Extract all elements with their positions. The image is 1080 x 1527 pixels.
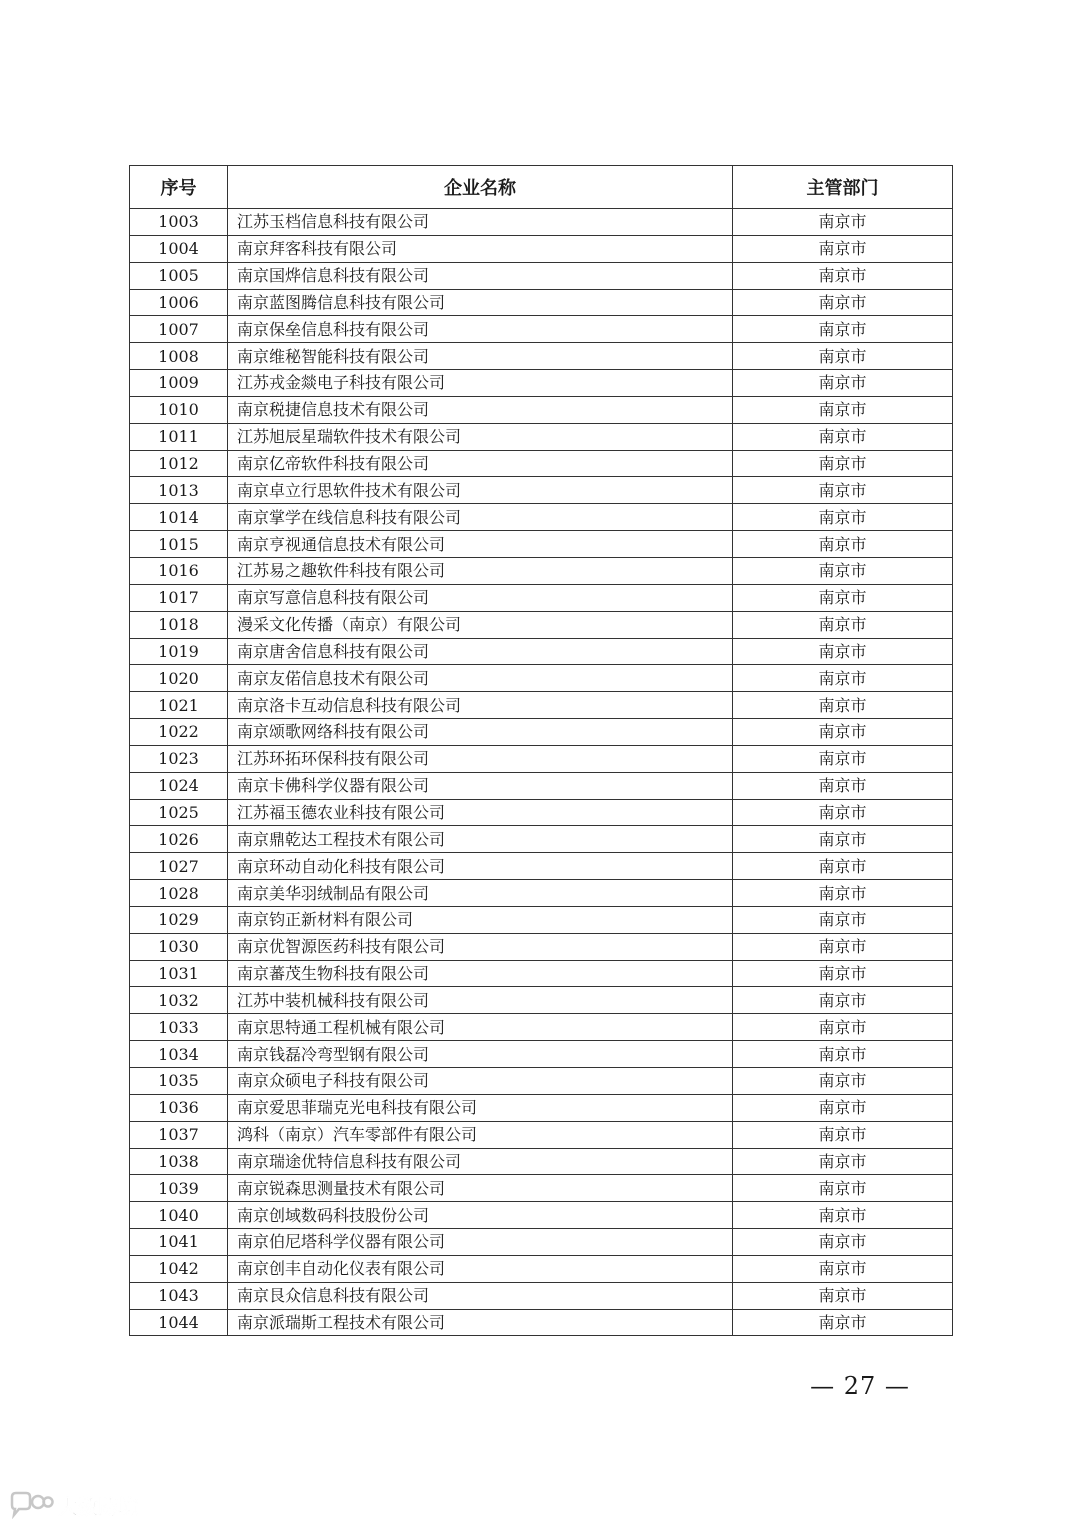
cell-number: 1036 <box>130 1094 228 1121</box>
table-row <box>130 880 953 907</box>
cell-number: 1006 <box>130 289 228 316</box>
cell-department: 南京市 <box>733 557 953 584</box>
cell-department: 南京市 <box>733 1014 953 1041</box>
cell-number: 1035 <box>130 1068 228 1095</box>
cell-department: 南京市 <box>733 692 953 719</box>
cell-number: 1003 <box>130 209 228 236</box>
cell-number: 1018 <box>130 611 228 638</box>
cell-department: 南京市 <box>733 450 953 477</box>
table-row <box>130 960 953 987</box>
cell-number: 1032 <box>130 987 228 1014</box>
cell-department: 南京市 <box>733 235 953 262</box>
cell-number: 1023 <box>130 745 228 772</box>
cell-department: 南京市 <box>733 1309 953 1336</box>
table-row <box>130 531 953 558</box>
cell-number: 1017 <box>130 584 228 611</box>
table-row <box>130 557 953 584</box>
cell-number: 1015 <box>130 531 228 558</box>
cell-company-name: 南京亿帝软件科技有限公司 <box>228 450 733 477</box>
cell-department: 南京市 <box>733 531 953 558</box>
table-row <box>130 235 953 262</box>
table-row <box>130 826 953 853</box>
cell-department: 南京市 <box>733 933 953 960</box>
cell-department: 南京市 <box>733 316 953 343</box>
cell-number: 1004 <box>130 235 228 262</box>
table-row <box>130 1014 953 1041</box>
cell-number: 1027 <box>130 853 228 880</box>
cell-company-name: 南京环动自动化科技有限公司 <box>228 853 733 880</box>
cell-company-name: 南京优智源医药科技有限公司 <box>228 933 733 960</box>
table-row <box>130 906 953 933</box>
cell-department: 南京市 <box>733 1229 953 1256</box>
cell-number: 1014 <box>130 504 228 531</box>
cell-number: 1038 <box>130 1148 228 1175</box>
cell-company-name: 南京钧正新材料有限公司 <box>228 906 733 933</box>
cell-company-name: 南京艮众信息科技有限公司 <box>228 1282 733 1309</box>
cell-company-name: 南京创域数码科技股份公司 <box>228 1202 733 1229</box>
cell-department: 南京市 <box>733 880 953 907</box>
cell-company-name: 南京蓝图腾信息科技有限公司 <box>228 289 733 316</box>
cell-department: 南京市 <box>733 853 953 880</box>
cell-company-name: 江苏戎金燚电子科技有限公司 <box>228 370 733 397</box>
table-row <box>130 423 953 450</box>
cell-company-name: 江苏易之趣软件科技有限公司 <box>228 557 733 584</box>
cell-number: 1042 <box>130 1255 228 1282</box>
cell-department: 南京市 <box>733 343 953 370</box>
cell-department: 南京市 <box>733 719 953 746</box>
cell-company-name: 南京拜客科技有限公司 <box>228 235 733 262</box>
table-row <box>130 584 953 611</box>
table-row <box>130 692 953 719</box>
watermark-text: 大数跨境 <box>58 1494 138 1519</box>
cell-number: 1033 <box>130 1014 228 1041</box>
cell-company-name: 漫采文化传播（南京）有限公司 <box>228 611 733 638</box>
cell-company-name: 南京派瑞斯工程技术有限公司 <box>228 1309 733 1336</box>
table-row <box>130 450 953 477</box>
cell-department: 南京市 <box>733 396 953 423</box>
table-row <box>130 262 953 289</box>
cell-number: 1008 <box>130 343 228 370</box>
cell-number: 1031 <box>130 960 228 987</box>
cell-number: 1025 <box>130 799 228 826</box>
table-row <box>130 289 953 316</box>
cell-number: 1034 <box>130 1041 228 1068</box>
table-row <box>130 316 953 343</box>
cell-number: 1019 <box>130 638 228 665</box>
cell-company-name: 南京众硕电子科技有限公司 <box>228 1068 733 1095</box>
cell-department: 南京市 <box>733 638 953 665</box>
cell-company-name: 江苏玉档信息科技有限公司 <box>228 209 733 236</box>
cell-number: 1011 <box>130 423 228 450</box>
table-row <box>130 772 953 799</box>
cell-department: 南京市 <box>733 1202 953 1229</box>
cell-number: 1039 <box>130 1175 228 1202</box>
cell-company-name: 南京亨视通信息技术有限公司 <box>228 531 733 558</box>
cell-department: 南京市 <box>733 1148 953 1175</box>
header-department: 主管部门 <box>733 166 953 209</box>
table-row <box>130 1175 953 1202</box>
cell-company-name: 南京锐森思测量技术有限公司 <box>228 1175 733 1202</box>
cell-number: 1028 <box>130 880 228 907</box>
cell-number: 1020 <box>130 665 228 692</box>
cell-department: 南京市 <box>733 906 953 933</box>
cell-number: 1013 <box>130 477 228 504</box>
cell-department: 南京市 <box>733 477 953 504</box>
cell-department: 南京市 <box>733 584 953 611</box>
table-row <box>130 504 953 531</box>
cell-department: 南京市 <box>733 370 953 397</box>
cell-department: 南京市 <box>733 772 953 799</box>
cell-company-name: 南京友偌信息技术有限公司 <box>228 665 733 692</box>
table-header <box>130 166 953 209</box>
cell-number: 1016 <box>130 557 228 584</box>
cell-number: 1043 <box>130 1282 228 1309</box>
cell-number: 1041 <box>130 1229 228 1256</box>
table-row <box>130 933 953 960</box>
cell-department: 南京市 <box>733 423 953 450</box>
cell-company-name: 南京写意信息科技有限公司 <box>228 584 733 611</box>
cell-department: 南京市 <box>733 826 953 853</box>
cell-company-name: 鸿科（南京）汽车零部件有限公司 <box>228 1121 733 1148</box>
cell-number: 1030 <box>130 933 228 960</box>
cell-company-name: 江苏福玉德农业科技有限公司 <box>228 799 733 826</box>
cell-company-name: 南京钱磊冷弯型钢有限公司 <box>228 1041 733 1068</box>
cell-company-name: 南京掌学在线信息科技有限公司 <box>228 504 733 531</box>
table-row <box>130 1068 953 1095</box>
table-header-row <box>130 166 953 209</box>
watermark <box>8 1490 138 1520</box>
cell-number: 1012 <box>130 450 228 477</box>
cell-company-name: 南京爱思菲瑞克光电科技有限公司 <box>228 1094 733 1121</box>
table-row <box>130 370 953 397</box>
cell-company-name: 南京卓立行思软件技术有限公司 <box>228 477 733 504</box>
table-row <box>130 209 953 236</box>
table-row <box>130 1121 953 1148</box>
cell-number: 1037 <box>130 1121 228 1148</box>
cell-department: 南京市 <box>733 262 953 289</box>
cell-company-name: 江苏中装机械科技有限公司 <box>228 987 733 1014</box>
cell-number: 1040 <box>130 1202 228 1229</box>
table-row <box>130 477 953 504</box>
cell-number: 1044 <box>130 1309 228 1336</box>
cell-company-name: 南京思特通工程机械有限公司 <box>228 1014 733 1041</box>
cell-department: 南京市 <box>733 1068 953 1095</box>
table-row <box>130 853 953 880</box>
cell-number: 1026 <box>130 826 228 853</box>
table-row <box>130 799 953 826</box>
speech-bubble-icon <box>8 1491 54 1519</box>
table-row <box>130 396 953 423</box>
cell-department: 南京市 <box>733 504 953 531</box>
cell-number: 1029 <box>130 906 228 933</box>
cell-number: 1010 <box>130 396 228 423</box>
table-row <box>130 987 953 1014</box>
cell-department: 南京市 <box>733 1282 953 1309</box>
cell-number: 1005 <box>130 262 228 289</box>
cell-number: 1022 <box>130 719 228 746</box>
table-row <box>130 745 953 772</box>
table-row <box>130 665 953 692</box>
cell-company-name: 南京美华羽绒制品有限公司 <box>228 880 733 907</box>
cell-number: 1021 <box>130 692 228 719</box>
cell-company-name: 南京伯尼塔科学仪器有限公司 <box>228 1229 733 1256</box>
table-row <box>130 1148 953 1175</box>
cell-company-name: 南京卡佛科学仪器有限公司 <box>228 772 733 799</box>
table-row <box>130 343 953 370</box>
table-row <box>130 638 953 665</box>
cell-company-name: 南京国烨信息科技有限公司 <box>228 262 733 289</box>
cell-number: 1009 <box>130 370 228 397</box>
cell-company-name: 南京颂歌网络科技有限公司 <box>228 719 733 746</box>
cell-department: 南京市 <box>733 1175 953 1202</box>
table-row <box>130 1309 953 1336</box>
table-row <box>130 1094 953 1121</box>
table-row <box>130 719 953 746</box>
table-row <box>130 1282 953 1309</box>
cell-department: 南京市 <box>733 611 953 638</box>
cell-department: 南京市 <box>733 987 953 1014</box>
cell-number: 1024 <box>130 772 228 799</box>
cell-company-name: 江苏旭辰星瑞软件技术有限公司 <box>228 423 733 450</box>
cell-department: 南京市 <box>733 1041 953 1068</box>
cell-department: 南京市 <box>733 799 953 826</box>
table-row <box>130 1202 953 1229</box>
table-row <box>130 1041 953 1068</box>
table-body <box>130 209 953 1336</box>
cell-company-name: 南京创丰自动化仪表有限公司 <box>228 1255 733 1282</box>
cell-department: 南京市 <box>733 745 953 772</box>
cell-department: 南京市 <box>733 665 953 692</box>
cell-department: 南京市 <box>733 289 953 316</box>
table-row <box>130 1229 953 1256</box>
cell-number: 1007 <box>130 316 228 343</box>
cell-company-name: 南京蕃茂生物科技有限公司 <box>228 960 733 987</box>
cell-company-name: 南京保垒信息科技有限公司 <box>228 316 733 343</box>
cell-company-name: 南京税捷信息技术有限公司 <box>228 396 733 423</box>
cell-department: 南京市 <box>733 1094 953 1121</box>
cell-company-name: 南京唐舍信息科技有限公司 <box>228 638 733 665</box>
page-number: — 27 — <box>810 1372 910 1400</box>
cell-department: 南京市 <box>733 960 953 987</box>
header-number: 序号 <box>130 166 228 209</box>
table-row <box>130 611 953 638</box>
header-company: 企业名称 <box>228 166 733 209</box>
cell-department: 南京市 <box>733 209 953 236</box>
enterprise-table <box>129 165 953 1336</box>
cell-department: 南京市 <box>733 1255 953 1282</box>
cell-company-name: 江苏环拓环保科技有限公司 <box>228 745 733 772</box>
table-row <box>130 1255 953 1282</box>
cell-company-name: 南京维秘智能科技有限公司 <box>228 343 733 370</box>
cell-company-name: 南京瑞途优特信息科技有限公司 <box>228 1148 733 1175</box>
cell-company-name: 南京洛卡互动信息科技有限公司 <box>228 692 733 719</box>
cell-department: 南京市 <box>733 1121 953 1148</box>
cell-company-name: 南京鼎乾达工程技术有限公司 <box>228 826 733 853</box>
